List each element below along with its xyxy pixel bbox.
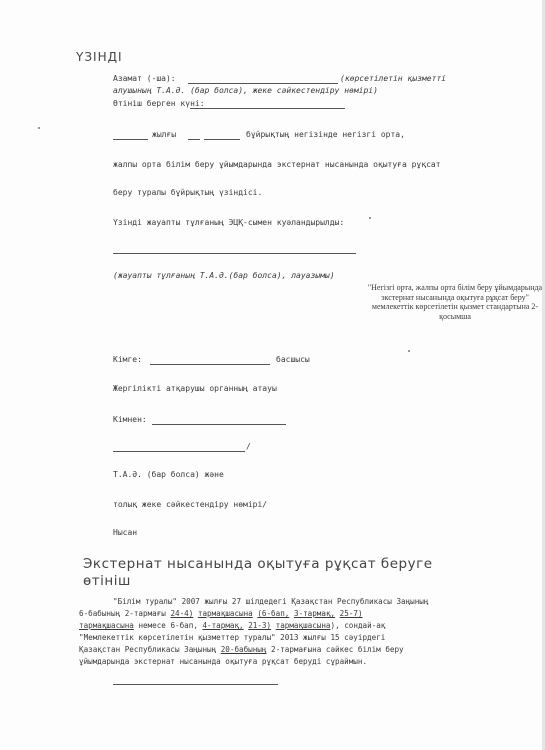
application-line-6: ұйымдарында экстернат нысанында оқытуға рұқсат беруді сұраймын. [79, 657, 368, 666]
order-line-2: жалпы орта білім беру ұйымдарында экстернат нысанында оқытуға рұқсат [113, 160, 441, 169]
to-fill-line [150, 364, 270, 365]
date-fill-line [190, 108, 345, 109]
official-hint: (жауапты тұлғаның Т.А.Ә.(бар болса), лауазымы) [113, 271, 335, 280]
application-heading-2: өтініш [83, 573, 131, 589]
director-word: басшысы [276, 355, 310, 364]
order-day-line [188, 139, 200, 140]
link-clause-3[interactable]: 3-тармақ, [293, 609, 336, 618]
form-word: Нысан [113, 528, 138, 537]
date-label: Өтініш берген күні: [113, 99, 205, 108]
from-label: Кімнен: [113, 415, 147, 424]
slash-mark: / [246, 442, 251, 451]
citizen-hint-2: алушының Т.А.Ә. (бар болса), жеке сәйкестендіру нөмірі) [113, 86, 378, 95]
scan-speck [38, 127, 40, 129]
application-line-5: Қазақстан Республикасы Заңының 20-бабының 2-тармағына сәйкес білім беру [79, 645, 404, 654]
application-line-1: "Білім туралы" 2007 жылғы 27 шілдедегі Қазақстан Республикасы Заңының [113, 597, 429, 606]
order-line-3: беру туралы бұйрықтың үзіндісі. [113, 188, 263, 197]
order-month-line [204, 139, 240, 140]
link-24-4[interactable]: 24-4) [170, 609, 194, 618]
signature-fill-line [113, 684, 278, 685]
to-label: Кімге: [113, 355, 142, 364]
name-line: Т.А.Ә. (бар болса) және [113, 470, 224, 479]
link-25-7-subclause[interactable]: тармақшасына [79, 621, 134, 630]
name-fill-line [113, 451, 245, 452]
certify-line: Үзінді жауапты тұлғаның ЭЦҚ-сымен куәландырылды: [113, 218, 345, 227]
link-article-6[interactable]: (6-бап, [257, 609, 290, 618]
application-line-2: 6-бабының 2-тармағы 24-4) тармақшасына (6-бап, 3-тармақ, 25-7) [79, 609, 363, 618]
from-fill-line [152, 424, 286, 425]
application-heading-1: Экстернат нысанында оқытуға рұқсат беруге [83, 556, 433, 572]
citizen-fill-line [188, 83, 338, 84]
citizen-label: Азамат (-ша): [113, 74, 176, 83]
order-number-line [113, 139, 148, 140]
order-line-1: бұйрықтың негізінде негізгі орта, [246, 130, 405, 139]
link-24-4-subclause[interactable]: тармақшасына [197, 609, 253, 618]
link-article-20[interactable]: 20-бабының [220, 645, 267, 654]
order-year-word: жылғы [152, 130, 177, 139]
link-21-3[interactable]: 21-3) [248, 621, 272, 630]
annex-note: "Негізгі орта, жалпы орта білім беру ұйымдарында экстернат нысанында оқытуға рұқсат беру" мемлекеттік көрсетілетін қызмет стандартына 2-қосымша [367, 283, 543, 321]
citizen-hint-1: (көрсетілетін қызметті [340, 74, 446, 83]
document-title: ҮЗІНДІ [76, 50, 123, 64]
local-body-label: Жергілікті атқарушы органның атауы [113, 384, 277, 393]
link-clause-4[interactable]: 4-тармақ, [202, 621, 244, 630]
official-fill-line [113, 253, 356, 254]
scan-speck [408, 350, 410, 352]
iin-line: толық жеке сәйкестендіру нөмірі/ [113, 500, 268, 509]
link-21-3-subclause[interactable]: тармақшасына [275, 621, 331, 630]
scan-speck [369, 217, 371, 219]
application-line-4: "Мемлекеттік көрсетілетін қызметтер туралы" 2013 жылғы 15 сәуірдегі [79, 633, 386, 642]
application-line-3: тармақшасына немесе 6-бап, 4-тармақ, 21-3) тармақшасына), сондай-ақ [79, 621, 386, 630]
link-25-7[interactable]: 25-7) [339, 609, 363, 618]
